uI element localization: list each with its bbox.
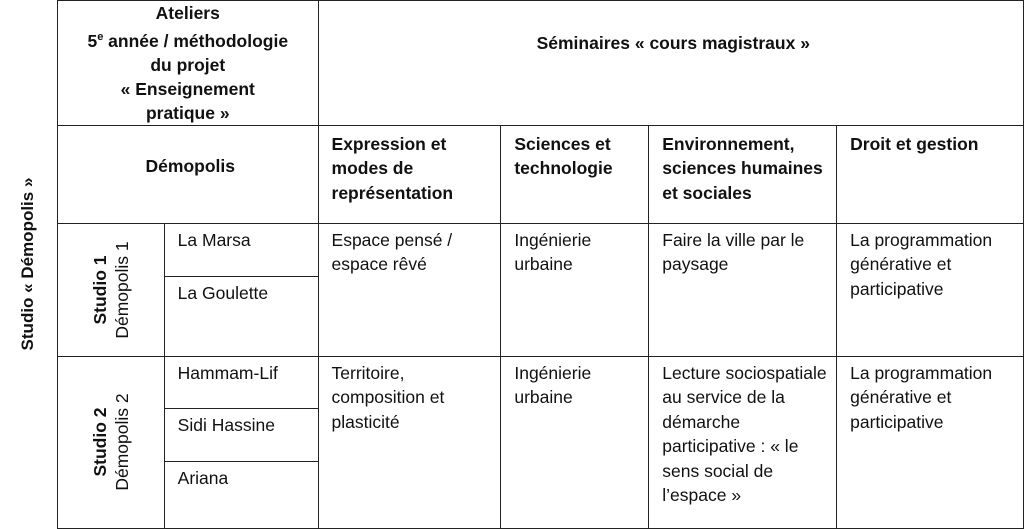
demopolis-header: Démopolis	[58, 125, 319, 223]
ateliers-line2-rest: année / méthodologie	[103, 30, 289, 51]
site-la-goulette: La Goulette	[164, 276, 318, 356]
studio-2-sciences: Ingénierie urbaine	[501, 356, 649, 528]
ateliers-line4: « Enseignement	[120, 78, 255, 99]
ateliers-line1: Ateliers	[155, 3, 220, 23]
studio-1-expression: Espace pensé / espace rêvé	[318, 223, 501, 356]
side-label: Studio « Démopolis »	[18, 177, 37, 351]
site-sidi-hassine: Sidi Hassine	[164, 408, 318, 461]
studio-1-droit: La programmation générative et participative	[837, 223, 1024, 356]
site-ariana: Ariana	[164, 461, 318, 528]
col-header-environnement: Environnement, sciences humaines et sociales	[649, 125, 837, 223]
col-header-sciences: Sciences et technologie	[501, 125, 649, 223]
ateliers-line5: pratique »	[145, 102, 230, 123]
studio-2-title: Studio 2	[89, 407, 110, 477]
studio-2-expression: Territoire, composition et plasticité	[318, 356, 501, 528]
studio-1-label	[58, 223, 165, 356]
site-la-marsa: La Marsa	[164, 223, 318, 276]
col-header-droit: Droit et gestion	[837, 125, 1024, 223]
curriculum-table	[57, 0, 1024, 529]
ateliers-line3: du projet	[150, 54, 226, 75]
site-hammam-lif: Hammam-Lif	[164, 356, 318, 408]
ateliers-header	[58, 1, 319, 126]
studio-2-droit: La programmation générative et participative	[837, 356, 1024, 528]
studio-1-environnement: Faire la ville par le paysage	[649, 223, 837, 356]
studio-1-title: Studio 1	[89, 255, 110, 325]
col-header-expression: Expression et modes de représentation	[318, 125, 501, 223]
studio-1-subtitle: Démopolis 1	[111, 241, 132, 339]
studio-2-label	[58, 356, 165, 528]
ateliers-line2: 5e année / méthodologie	[87, 30, 289, 51]
ateliers-sup: e	[97, 31, 104, 43]
studio-2-environnement: Lecture sociospatiale au service de la démarche participative : « le sens social de l’espace »	[649, 356, 837, 528]
studio-1-sciences: Ingénierie urbaine	[501, 223, 649, 356]
seminaires-header: Séminaires « cours magistraux »	[318, 1, 1023, 126]
studio-2-subtitle: Démopolis 2	[111, 393, 132, 491]
